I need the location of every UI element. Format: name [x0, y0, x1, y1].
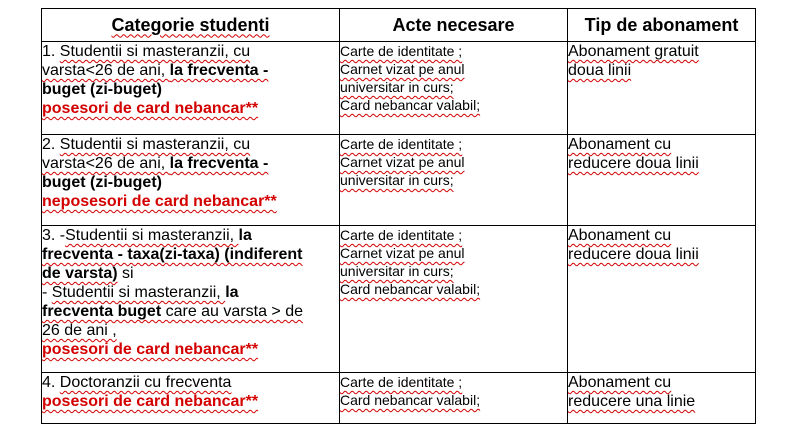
- category-cell: 2. Studentii si masteranzii, cu varsta<26 de ani, la frecventa - buget (zi-buget) neposesori de card nebancar**: [42, 135, 340, 226]
- subscription-cell: Abonament cu reducere una linie: [568, 373, 756, 424]
- table-header-row: [42, 9, 756, 42]
- category-cell: 3. -Studentii si masteranzii, la frecventa - taxa(zi-taxa) (indiferent de varsta) si - Studentii si masteranzii, la frecventa buget care au varsta > de 26 de ani , posesori de card nebancar**: [42, 226, 340, 373]
- header-documents: Acte necesare: [340, 9, 568, 42]
- header-category: Categorie studenti: [42, 9, 340, 42]
- category-cell: 1. Studentii si masteranzii, cu varsta<26 de ani, la frecventa - buget (zi-buget) posesori de card nebancar**: [42, 42, 340, 135]
- table-row: [42, 226, 756, 373]
- table-row: [42, 373, 756, 424]
- table-row: [42, 42, 756, 135]
- documents-cell: Carte de identitate ; Card nebancar valabil;: [340, 373, 568, 424]
- header-subscription: Tip de abonament: [568, 9, 756, 42]
- subscription-table: [41, 8, 756, 424]
- subscription-cell: Abonament cu reducere doua linii: [568, 226, 756, 373]
- documents-cell: Carte de identitate ; Carnet vizat pe anul universitar in curs; Card nebancar valabil;: [340, 226, 568, 373]
- documents-cell: Carte de identitate ; Carnet vizat pe anul universitar in curs;: [340, 135, 568, 226]
- subscription-cell: Abonament gratuit doua linii: [568, 42, 756, 135]
- documents-cell: Carte de identitate ; Carnet vizat pe anul universitar in curs; Card nebancar valabil;: [340, 42, 568, 135]
- category-cell: 4. Doctoranzii cu frecventa posesori de card nebancar**: [42, 373, 340, 424]
- table-row: [42, 135, 756, 226]
- subscription-cell: Abonament cu reducere doua linii: [568, 135, 756, 226]
